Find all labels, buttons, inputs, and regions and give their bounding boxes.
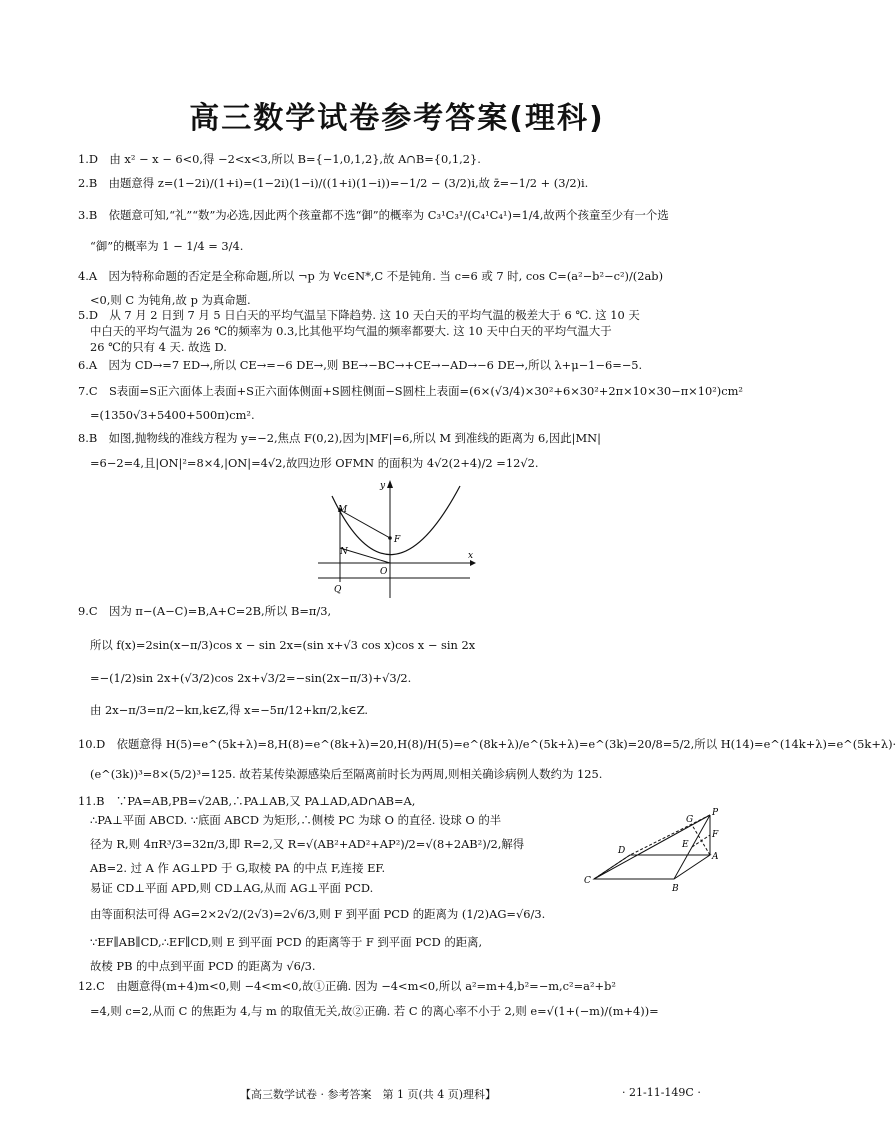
answer-line: (e^(3k))³=8×(5/2)³=125. 故若某传染源感染后至隔离前时长为两周,则相关确诊病例人数约为 125.: [90, 767, 603, 781]
label-e: E: [682, 840, 689, 850]
answer-line: 3.B 依题意可知,“礼”“数”为必选,因此两个孩童都不选“御”的概率为 C₃¹C₃¹/(C₄¹C₄¹)=1/4,故两个孩童至少有一个选: [78, 208, 669, 222]
y-axis-arrow: [387, 480, 393, 488]
label-g: G: [686, 815, 694, 825]
answer-line: 7.C S表面=S正六面体上表面+S正六面体侧面+S圆柱侧面−S圆柱上表面=(6×(√3/4)×30²+6×30²+2π×10×30−π×10²)cm²: [78, 384, 743, 398]
answer-line: 11.B ∵PA=AB,PB=√2AB,∴PA⊥AB,又 PA⊥AD,AD∩AB=A,: [78, 794, 416, 808]
answer-line: 10.D 依题意得 H(5)=e^(5k+λ)=8,H(8)=e^(8k+λ)=20,H(8)/H(5)=e^(8k+λ)/e^(5k+λ)=e^(3k)=20/8=5/2,所以 H(14)=e^(14k+λ)=e^(5k+λ)·: [78, 737, 896, 751]
label-f: F: [712, 830, 719, 840]
edge-dc: [594, 855, 630, 879]
answer-line: =−(1/2)sin 2x+(√3/2)cos 2x+√3/2=−sin(2x−π/3)+√3/2.: [90, 671, 412, 685]
answer-line: “御”的概率为 1 − 1/4 = 3/4.: [90, 239, 244, 253]
answer-line: 所以 f(x)=2sin(x−π/3)cos x − sin 2x=(sin x+√3 cos x)cos x − sin 2x: [90, 638, 476, 652]
answer-line: 4.A 因为特称命题的否定是全称命题,所以 ¬p 为 ∀c∈N*,C 不是钝角. 当 c=6 或 7 时, cos C=(a²−b²−c²)/(2ab): [78, 269, 664, 283]
answer-line: 由 2x−π/3=π/2−kπ,k∈Z,得 x=−5π/12+kπ/2,k∈Z.: [90, 703, 369, 717]
label-o: O: [380, 567, 388, 577]
answer-line: 2.B 由题意得 z=(1−2i)/(1+i)=(1−2i)(1−i)/((1+i)(1−i))=−1/2 − (3/2)i,故 z̄=−1/2 + (3/2)i.: [78, 176, 589, 190]
label-x: x: [468, 551, 474, 561]
answer-line: 8.B 如图,抛物线的准线方程为 y=−2,焦点 F(0,2),因为|MF|=6,所以 M 到准线的距离为 6,因此|MN|: [78, 431, 601, 445]
answer-line: 5.D 从 7 月 2 日到 7 月 5 日白天的平均气温呈下降趋势. 这 10 天白天的平均气温的极差大于 6 ℃. 这 10 天: [78, 308, 640, 322]
label-f: F: [394, 535, 401, 545]
answer-line: 故棱 PB 的中点到平面 PCD 的距离为 √6/3.: [90, 959, 316, 973]
label-y: y: [380, 481, 386, 491]
answer-line: ∵EF∥AB∥CD,∴EF∥CD,则 E 到平面 PCD 的距离等于 F 到平面 PCD 的距离,: [90, 935, 483, 949]
footer-code: · 21-11-149C ·: [622, 1086, 701, 1099]
answer-line: 6.A 因为 CD→=7 ED→,所以 CE→=−6 DE→,则 BE→−BC→+CE→−AD→−6 DE→,所以 λ+μ−1−6=−5.: [78, 358, 643, 372]
answer-line: 9.C 因为 π−(A−C)=B,A+C=2B,所以 B=π/3,: [78, 604, 332, 618]
page-title: 高三数学试卷参考答案(理科): [189, 101, 605, 136]
answer-line: 易证 CD⊥平面 APD,则 CD⊥AG,从而 AG⊥平面 PCD.: [90, 881, 374, 895]
pyramid-figure: [582, 805, 732, 895]
label-p: P: [712, 808, 719, 818]
label-b: B: [672, 884, 679, 894]
answer-line: =4,则 c=2,从而 C 的焦距为 4,与 m 的取值无关,故②正确. 若 C 的离心率不小于 2,则 e=√(1+(−m)/(m+4))=: [90, 1004, 659, 1018]
answer-line: 26 ℃的只有 4 天. 故选 D.: [90, 340, 227, 354]
answer-line: AB=2. 过 A 作 AG⊥PD 于 G,取棱 PA 的中点 F,连接 EF.: [90, 861, 386, 875]
label-m: M: [338, 505, 348, 515]
label-c: C: [584, 876, 591, 886]
answer-line: 12.C 由题意得(m+4)m<0,则 −4<m<0,故①正确. 因为 −4<m<0,所以 a²=m+4,b²=−m,c²=a²+b²: [78, 979, 616, 993]
answer-line: =(1350√3+5400+500π)cm².: [90, 408, 255, 422]
page-footer: 【高三数学试卷 · 参考答案 第 1 页(共 4 页)理科】: [240, 1088, 497, 1101]
label-d: D: [618, 846, 626, 856]
segment-ag: [692, 825, 710, 855]
parabola-figure: [318, 478, 478, 600]
answer-line: 1.D 由 x² − x − 6<0,得 −2<x<3,所以 B={−1,0,1,2},故 A∩B={0,1,2}.: [78, 152, 481, 166]
answer-line: 径为 R,则 4πR³/3=32π/3,即 R=2,又 R=√(AB²+AD²+AP²)/2=√(8+2AB²)/2,解得: [90, 837, 525, 851]
answer-line: 中白天的平均气温为 26 ℃的频率为 0.3,比其他平均气温的频率都要大. 这 10 天中白天的平均气温大于: [90, 324, 612, 338]
segment-ef: [692, 835, 710, 847]
label-n: N: [340, 547, 348, 557]
answer-line: =6−2=4,且|ON|²=8×4,|ON|=4√2,故四边形 OFMN 的面积为 4√2(2+4)/2 =12√2.: [90, 456, 539, 470]
label-q: Q: [334, 585, 342, 595]
edge-pd: [630, 815, 710, 855]
label-a: A: [712, 852, 719, 862]
answer-line: <0,则 C 为钝角,故 p 为真命题.: [90, 293, 251, 307]
point-f: [388, 536, 392, 540]
answer-line: 由等面积法可得 AG=2×2√2/(2√3)=2√6/3,则 F 到平面 PCD 的距离为 (1/2)AG=√6/3.: [90, 907, 546, 921]
answer-line: ∴PA⊥平面 ABCD. ∵底面 ABCD 为矩形,∴侧棱 PC 为球 O 的直径. 设球 O 的半: [90, 813, 502, 827]
